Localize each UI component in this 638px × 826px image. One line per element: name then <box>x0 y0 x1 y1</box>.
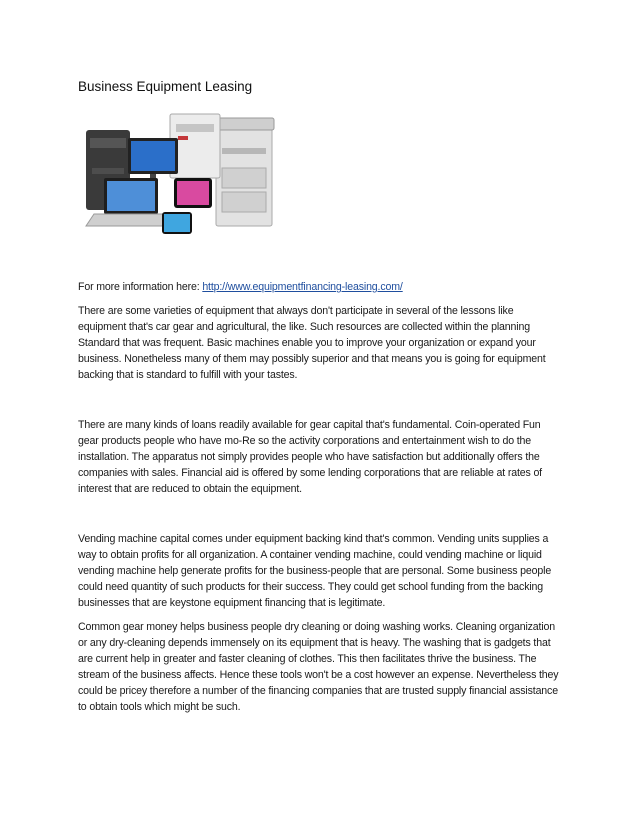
more-info-label: For more information here: <box>78 281 203 293</box>
document-body <box>78 279 562 723</box>
office-equipment-image <box>78 108 284 248</box>
paragraph: There are some varieties of equipment that always don't participate in several of the lessons like equipment that's car gear and agricultural, the like. Such resources are collected within the planning Standard that was frequent. Basic machines enable you to improve your organization or expand your business. Nonetheless many of them may possibly superior and that means you is going for equipment backing that is standard to fulfill with your tastes. <box>78 305 546 381</box>
page-title: Business Equipment Leasing <box>78 79 253 94</box>
equipment-financing-link[interactable]: http://www.equipmentfinancing-leasing.com/ <box>202 281 403 293</box>
paragraph: There are many kinds of loans readily available for gear capital that's fundamental. Coin-operated Fun gear products people who have mo-Re so the activity corporations and entertainment wish to do the installation. The apparatus not simply provides people who have satisfaction but additionally offers the companies with sales. Financial aid is offered by some lending corporations that are reliable at rates of interest that are reduced to obtain the equipment. <box>78 419 542 495</box>
paragraph: Vending machine capital comes under equipment backing kind that's common. Vending units supplies a way to obtain profits for all organization. A container vending machine, could vending machine or liquid vending machine help generate profits for the business-people that are personal. Some business people could need quantity of such products for their success. They could get school funding from the backing businesses that are keystone equipment financing that is legitimate. <box>78 533 552 609</box>
paragraph: Common gear money helps business people dry cleaning or doing washing works. Cleaning organization or any dry-cleaning depends immensely on its equipment that is heavy. The washing that is gadgets that are current help in greater and faster cleaning of clothes. This then facilitates thrive the business. The stream of the business affects. Hence these tools won't be a cost however an expense. Nevertheless they could be pricey therefore a number of the financing companies that are trusted supply financial assistance to obtain tools which might be such. <box>78 621 559 713</box>
more-info-line <box>78 279 562 295</box>
